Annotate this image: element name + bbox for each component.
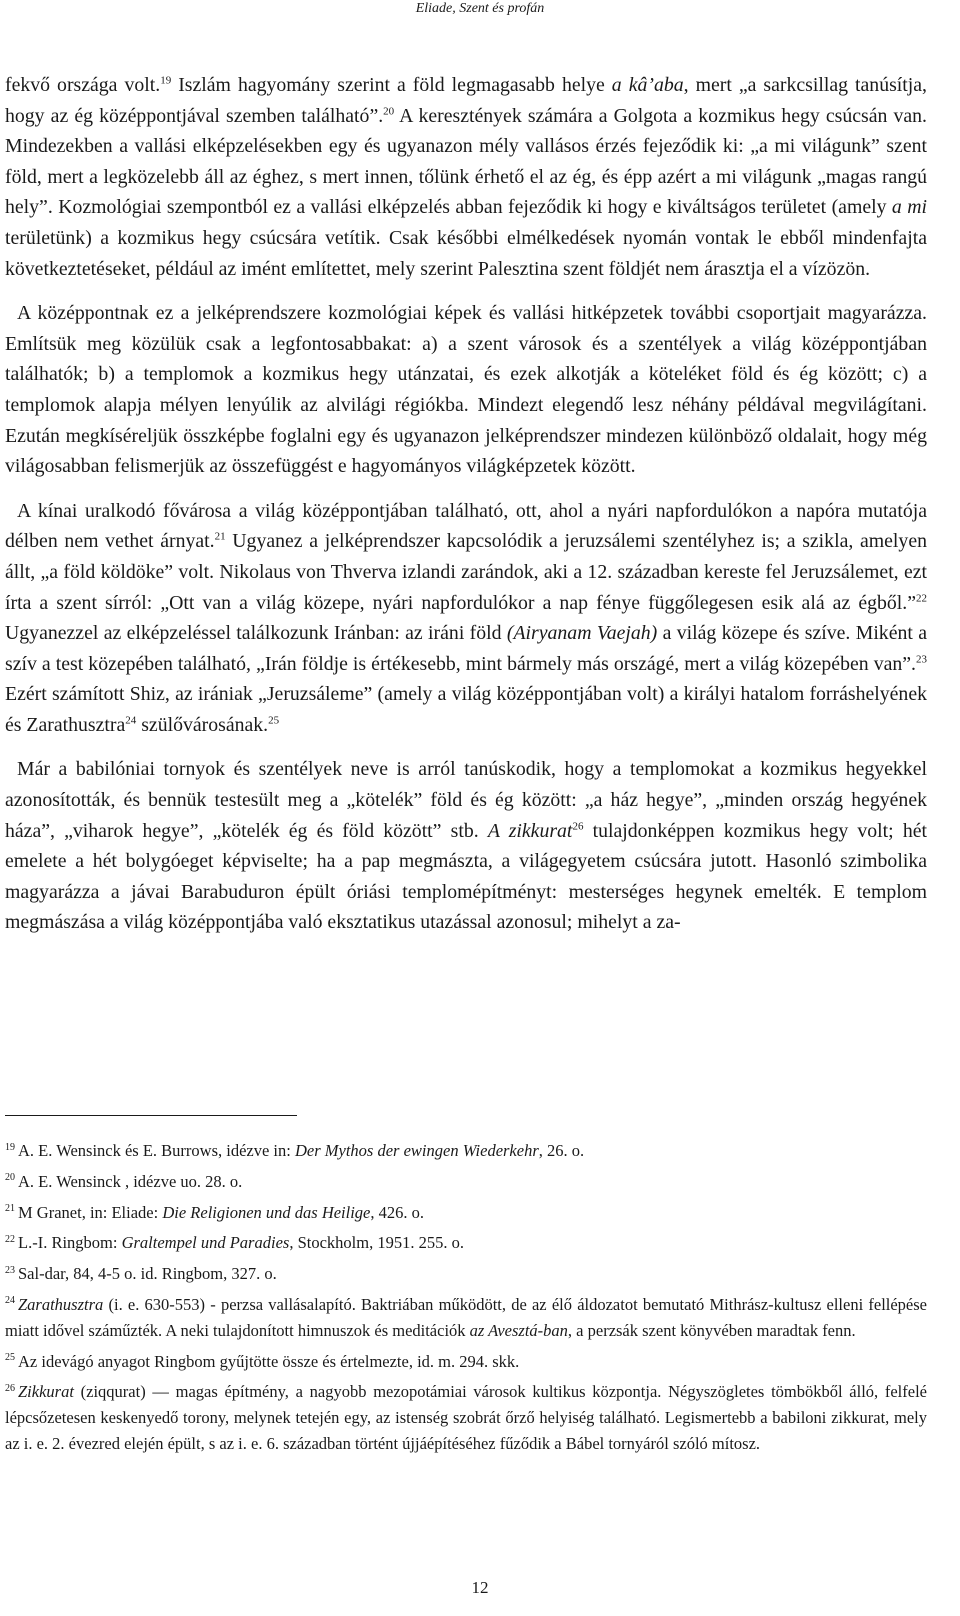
italic-text: Der Mythos der ewingen Wiederkehr: [294, 1141, 539, 1160]
paragraph: [5, 298, 927, 482]
footnote-number: 24: [5, 1295, 15, 1307]
footnote-number: 19: [5, 1141, 15, 1153]
text-run: , a perzsák szent könyvében maradtak fenn.: [567, 1320, 856, 1340]
text-run: a világ közepe és szíve. Miként a szív a test közepében található, „Irán földje is értékesebb, mint bármely más országé, mert a világ közepében van”.: [5, 622, 927, 675]
footnote-separator: [5, 1115, 297, 1116]
text-run: szülővárosának.: [136, 713, 269, 736]
footnote: [5, 1200, 927, 1226]
text-run: tulajdonképpen kozmikus hegy volt; hét emelete a hét bolygóeget képviselte; ha a pap megmászta, a világegyetem csúcsára jutott. Hasonló szimbolika magyarázza a jávai Barabuduron épült óriási templomépítményt: mesterséges hegynek emelték. E templom megmászása a világ középpontjába való eksztatikus utazással azonosul; mihelyt a za-: [5, 819, 927, 934]
footnote: [5, 1138, 927, 1164]
text-run: (i. e. 630-553) - perzsa vallásalapító. Baktriában működött, de az élő áldozatot bemutató Mithrász-kultusz elleni fellépése miatt idővel száműzték. A neki tulajdonított himnuszok és meditációk: [5, 1294, 927, 1340]
text-run: Már a babilóniai tornyok és szentélyek neve is arról tanúskodik, hogy a templomokat a kozmikus hegyekkel azonosították, és bennük testesült meg a „kötelék” föld és ég között: „a ház hegye”, „minden ország hegyének háza”, „viharok hegye”, „kötelék ég és föld között” stb.: [5, 758, 927, 842]
italic-text: Zikkurat: [18, 1382, 74, 1402]
italic-text: Zarathusztra: [18, 1294, 104, 1314]
footnote-number: 25: [5, 1352, 15, 1364]
footnote-ref: 25: [268, 714, 280, 727]
footnote: [5, 1292, 927, 1344]
paragraph: [5, 754, 927, 938]
footnote-number: 20: [5, 1172, 15, 1184]
paragraph: [5, 70, 927, 284]
text-run: A. E. Wensinck és E. Burrows, idézve in:: [18, 1141, 295, 1160]
footnote-number: 23: [5, 1264, 15, 1276]
text-run: , 26. o.: [538, 1141, 585, 1160]
footnotes: [5, 1138, 927, 1462]
italic-text: (Airyanam Vaejah): [506, 622, 658, 645]
footnote-ref: 19: [160, 74, 172, 87]
text-run: Iszlám hagyomány szerint a föld legmagasabb helye: [171, 74, 612, 96]
footnote: [5, 1261, 927, 1287]
text-run: Ugyanezzel az elképzeléssel találkozunk Iránban: az iráni föld: [5, 622, 507, 645]
text-run: Az idevágó anyagot Ringbom gyűjtötte össze és értelmezte, id. m. 294. skk.: [18, 1351, 520, 1371]
text-run: A keresztények számára a Golgota a kozmikus hegy csúcsán van. Mindezekben a vallási elképzelésekben egy és ugyanazon mély vallásos érzés fejeződik ki: „a mi világunk” szent föld, mert a legközelebb áll az éghez, s mert innen, tőlünk érhető el az ég, és épp azért a mi világunk „magas rangú hely”. Kozmológiai szempontból ez a vallási elképzelés abban fejeződik ki hogy e kiváltságos területet (amely: [5, 104, 927, 219]
footnote-ref: 23: [916, 653, 927, 666]
footnote: [5, 1169, 927, 1195]
running-head: Eliade, Szent és profán: [415, 1, 545, 16]
italic-text: Graltempel und Paradies: [121, 1233, 290, 1253]
body-text: [5, 70, 927, 952]
text-run: fekvő országa volt.: [5, 74, 161, 96]
footnote-ref: 22: [916, 591, 927, 604]
footnote-ref: 20: [383, 105, 395, 117]
text-run: A kínai uralkodó fővárosa a világ középpontjában található, ott, ahol a nyári napfordulókon a napóra mutatója délben nem vethet árnyat.: [5, 499, 927, 553]
italic-text: a mi: [891, 196, 927, 219]
page-number: 12: [471, 1578, 489, 1597]
text-run: Ezért számított Shiz, az irániak „Jeruzsáleme” (amely a világ középpontjában volt) a királyi hatalom forráshelyének és Zarathusztra: [5, 683, 927, 736]
text-run: M Granet, in: Eliade:: [18, 1202, 163, 1222]
text-run: , mert „a sarkcsillag tanúsítja, hogy az ég középpontjával szemben található”.: [5, 74, 928, 127]
footnote-number: 22: [5, 1233, 15, 1245]
text-run: (ziqqurat) — magas építmény, a nagyobb mezopotámiai városok kultikus központja. Négyszögletes tömbökből álló, felfelé lépcsőzetesen keskenyedő torony, melynek tetején egy, az istenség szobrát őrző helyiség található. Legismertebb a babiloni zikkurat, mely az i. e. 2. évezred elején épült, s az i. e. 6. században történt újjáépítéséhez fűződik a Bábel tornyáról szóló mítosz.: [5, 1382, 927, 1453]
italic-text: A zikkurat: [487, 819, 573, 842]
footnote: [5, 1349, 927, 1375]
footnote-ref: 26: [572, 820, 584, 833]
italic-text: az Avesztá-ban: [469, 1320, 568, 1340]
footnote: [5, 1379, 927, 1456]
footnote-ref: 24: [125, 714, 137, 727]
italic-text: Die Religionen und das Heilige: [162, 1202, 371, 1222]
footnote-ref: 21: [214, 530, 226, 543]
text-run: , Stockholm, 1951. 255. o.: [289, 1233, 464, 1253]
text-run: L.-I. Ringbom:: [18, 1233, 122, 1253]
text-run: Ugyanez a jelképrendszer kapcsolódik a jeruzsálemi szentélyhez is; a szikla, amelyen állt, „a föld köldöke” volt. Nikolaus von Thverva izlandi zarándok, aki a 12. században kereste fel Jeruzsálemet, ezt írta a szent sírról: „Ott van a világ közepe, nyári napfordulókor a nap fénye függőlegesen esik alá az égből.”: [5, 530, 927, 614]
footnote-number: 26: [5, 1382, 15, 1394]
footnote-number: 21: [5, 1203, 15, 1215]
text-run: Sal-dar, 84, 4-5 o. id. Ringbom, 327. o.: [18, 1264, 277, 1284]
text-run: területünk) a kozmikus hegy csúcsára vetítik. Csak későbbi elmélkedések nyomán vontak le ebből mindenfajta következtetéseket, például az imént említettet, mely szerint Palesztina szent földjét nem árasztja el a vízözön.: [5, 226, 927, 280]
text-run: , 426. o.: [370, 1202, 425, 1222]
text-run: A középpontnak ez a jelképrendszere kozmológiai képek és vallási hitképzetek további csoportjait magyarázza. Említsük meg közülük csak a legfontosabbakat: a) a szent városok és a szentélyek a világ középpontjában találhatók; b) a templomok a kozmikus hegy utánzatai, és ezek alkotják a köteléket föld és ég között; c) a templomok alapja mélyen lenyúlik az alvilági régiókba. Mindezt elegendő lesz néhány példával megvilágítani. Ezután megkíséreljük összképbe foglalni egy és ugyanazon jelképrendszer mindezen különböző oldalait, hogy még világosabban felismerjük az összefüggést e hagyományos világképzetek között.: [5, 302, 927, 478]
paragraph: [5, 496, 927, 741]
text-run: A. E. Wensinck , idézve uo. 28. o.: [18, 1171, 243, 1191]
italic-text: a kâ’aba: [611, 74, 684, 96]
footnote: [5, 1230, 927, 1256]
